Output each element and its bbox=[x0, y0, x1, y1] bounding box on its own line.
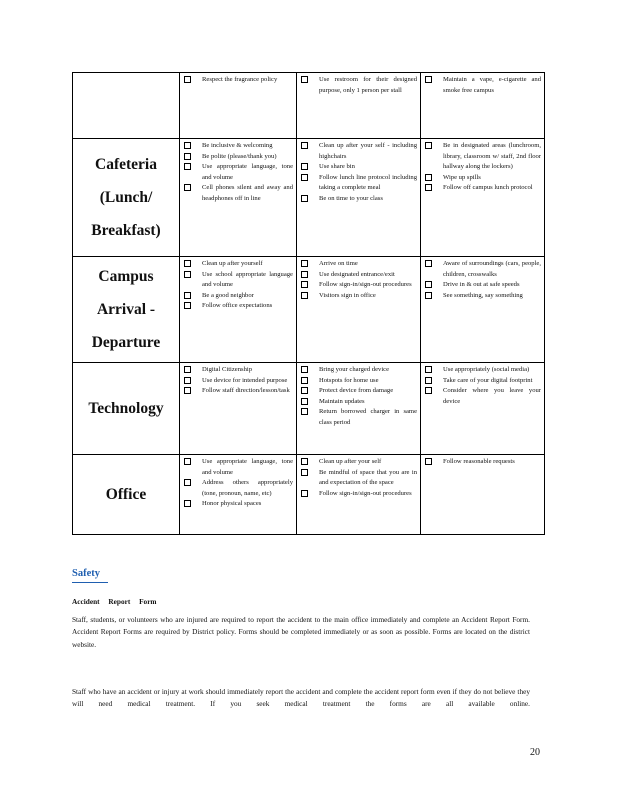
list-item bbox=[184, 259, 293, 270]
list-item bbox=[184, 499, 293, 510]
list-item-text: Wipe up spills bbox=[443, 173, 481, 181]
list-item bbox=[301, 376, 417, 387]
list-item bbox=[184, 183, 293, 204]
list-item-text: Follow sign-in/sign-out procedures bbox=[319, 281, 412, 289]
list-item-text: Take care of your digital footprint bbox=[443, 376, 533, 384]
checkbox-bullet-icon bbox=[184, 142, 191, 149]
checkbox-bullet-icon bbox=[425, 174, 432, 181]
checkbox-bullet-icon bbox=[184, 76, 191, 83]
checkbox-bullet-icon bbox=[301, 458, 308, 465]
list-item-text: Be a good neighbor bbox=[202, 291, 254, 299]
expectation-cell bbox=[297, 363, 421, 455]
list-item bbox=[301, 468, 417, 489]
checkbox-bullet-icon bbox=[184, 458, 191, 465]
checkbox-bullet-icon bbox=[184, 377, 191, 384]
expectation-cell bbox=[180, 257, 297, 363]
checkbox-bullet-icon bbox=[301, 366, 308, 373]
expectation-cell bbox=[421, 455, 545, 535]
list-item bbox=[301, 162, 417, 173]
expectation-list bbox=[425, 365, 541, 407]
checkbox-bullet-icon bbox=[425, 260, 432, 267]
checkbox-bullet-icon bbox=[425, 142, 432, 149]
list-item-text: Follow off campus lunch protocol bbox=[443, 184, 533, 192]
list-item-text: Follow staff direction/lesson/task bbox=[202, 387, 290, 395]
list-item-text: See something, say something bbox=[443, 291, 523, 299]
checkbox-bullet-icon bbox=[301, 195, 308, 202]
list-item bbox=[425, 173, 541, 184]
safety-heading-underline bbox=[72, 582, 108, 583]
list-item-text: Use appropriate language, tone and volume bbox=[202, 458, 293, 476]
checkbox-bullet-icon bbox=[301, 281, 308, 288]
list-item-text: Be mindful of space that you are in and expectation of the space bbox=[319, 468, 417, 487]
checkbox-bullet-icon bbox=[425, 366, 432, 373]
checkbox-bullet-icon bbox=[184, 500, 191, 507]
checkbox-bullet-icon bbox=[301, 490, 308, 497]
expectation-cell bbox=[180, 455, 297, 535]
list-item bbox=[184, 478, 293, 499]
list-item-text: Use share bin bbox=[319, 163, 355, 171]
paragraph-1-text: Staff, students, or volunteers who are injured are required to report the accident to the main office immediately and complete an Accident Report Form. Accident Report Forms are required by District policy. Forms should be completed immediately or as soon as possible. Forms are located on the district website. bbox=[72, 615, 530, 649]
expectation-cell bbox=[297, 455, 421, 535]
table-row bbox=[73, 73, 545, 139]
safety-heading-text: Safety bbox=[72, 568, 100, 579]
list-item-text: Arrive on time bbox=[319, 260, 358, 267]
list-item-text: Bring your charged device bbox=[319, 366, 390, 373]
checkbox-bullet-icon bbox=[425, 387, 432, 394]
checkbox-bullet-icon bbox=[184, 260, 191, 267]
expectations-table bbox=[72, 72, 545, 535]
location-label: Technology bbox=[88, 400, 164, 417]
list-item bbox=[425, 291, 541, 302]
checkbox-bullet-icon bbox=[301, 271, 308, 278]
table-row bbox=[73, 257, 545, 363]
list-item-text: Return borrowed charger in same class period bbox=[319, 408, 417, 426]
list-item-text: Address others appropriately (tone, pronoun, name, etc) bbox=[202, 479, 293, 497]
list-item-text: Cell phones silent and away and headphones off in line bbox=[202, 184, 293, 202]
list-item bbox=[425, 386, 541, 407]
expectation-list bbox=[184, 365, 293, 397]
list-item-text: Respect the fragrance policy bbox=[202, 76, 278, 83]
safety-heading bbox=[72, 568, 100, 579]
list-item bbox=[301, 365, 417, 376]
location-label: Cafeteria (Lunch/ Breakfast) bbox=[91, 156, 161, 239]
list-item bbox=[184, 152, 293, 163]
expectation-list bbox=[301, 75, 417, 96]
list-item bbox=[301, 397, 417, 408]
location-cell bbox=[73, 73, 180, 139]
checkbox-bullet-icon bbox=[301, 377, 308, 384]
list-item bbox=[184, 141, 293, 152]
list-item-text: Be in designated areas (lunchroom, library, classroom w/ staff, 2nd floor hallway along the lockers) bbox=[443, 142, 541, 171]
expectation-list bbox=[425, 259, 541, 301]
checkbox-bullet-icon bbox=[301, 174, 308, 181]
list-item-text: Drive in & out at safe speeds bbox=[443, 281, 520, 289]
list-item-text: Maintain a vape, e-cigarette and smoke free campus bbox=[443, 76, 541, 94]
list-item-text: Clean up after your self - including highchairs bbox=[319, 142, 417, 160]
list-item-text: Use school appropriate language and volume bbox=[202, 270, 293, 289]
expectation-cell bbox=[297, 257, 421, 363]
checkbox-bullet-icon bbox=[301, 408, 308, 415]
page-number: 20 bbox=[530, 747, 540, 758]
checkbox-bullet-icon bbox=[184, 292, 191, 299]
checkbox-bullet-icon bbox=[301, 163, 308, 170]
location-label: Office bbox=[105, 486, 147, 503]
expectation-list bbox=[184, 457, 293, 510]
expectation-cell bbox=[297, 139, 421, 257]
list-item-text: Be on time to your class bbox=[319, 194, 383, 202]
list-item-text: Visitors sign in office bbox=[319, 291, 376, 299]
table-row bbox=[73, 363, 545, 455]
expectation-list bbox=[425, 75, 541, 96]
checkbox-bullet-icon bbox=[301, 76, 308, 83]
checkbox-bullet-icon bbox=[184, 366, 191, 373]
accident-report-form-heading: Accident Report Form bbox=[72, 597, 157, 606]
list-item-text: Use appropriately (social media) bbox=[443, 366, 530, 373]
list-item-text: Follow sign-in/sign-out procedures bbox=[319, 489, 412, 497]
location-label: Campus Arrival - Departure bbox=[91, 268, 161, 351]
checkbox-bullet-icon bbox=[425, 377, 432, 384]
list-item bbox=[301, 386, 417, 397]
checkbox-bullet-icon bbox=[184, 271, 191, 278]
list-item bbox=[301, 407, 417, 428]
expectation-cell bbox=[421, 363, 545, 455]
expectation-cell bbox=[297, 73, 421, 139]
checkbox-bullet-icon bbox=[301, 469, 308, 476]
checkbox-bullet-icon bbox=[301, 292, 308, 299]
checkbox-bullet-icon bbox=[184, 184, 191, 191]
expectation-cell bbox=[421, 73, 545, 139]
expectation-list bbox=[184, 259, 293, 312]
list-item bbox=[184, 291, 293, 302]
list-item bbox=[301, 291, 417, 302]
checkbox-bullet-icon bbox=[301, 142, 308, 149]
checkbox-bullet-icon bbox=[425, 292, 432, 299]
list-item-text: Follow lunch line protocol including taking a complete meal bbox=[319, 173, 417, 192]
list-item bbox=[184, 301, 293, 312]
list-item-text: Use designated entrance/exit bbox=[319, 270, 395, 278]
expectation-list bbox=[301, 457, 417, 499]
list-item bbox=[301, 173, 417, 194]
expectation-cell bbox=[180, 363, 297, 455]
list-item bbox=[425, 457, 541, 468]
paragraph-2-text: Staff who have an accident or injury at work should immediately report the accident and complete the accident report form even if they do not believe they will need medical treatment. If you seek medical treatment the forms are all available online. bbox=[72, 687, 530, 709]
list-item bbox=[184, 75, 293, 86]
checkbox-bullet-icon bbox=[184, 387, 191, 394]
list-item bbox=[425, 259, 541, 280]
list-item bbox=[425, 365, 541, 376]
table-row bbox=[73, 455, 545, 535]
accident-report-paragraph-1 bbox=[72, 614, 530, 651]
list-item bbox=[184, 365, 293, 376]
list-item bbox=[425, 75, 541, 96]
list-item-text: Honor physical spaces bbox=[202, 500, 262, 508]
list-item-text: Aware of surroundings (cars, people, children, crosswalks bbox=[443, 260, 541, 278]
list-item-text: Maintain updates bbox=[319, 397, 365, 405]
list-item-text: Protect device from damage bbox=[319, 387, 394, 395]
expectation-list bbox=[301, 141, 417, 205]
expectation-list bbox=[301, 365, 417, 429]
list-item bbox=[184, 162, 293, 183]
list-item bbox=[301, 270, 417, 281]
checkbox-bullet-icon bbox=[301, 260, 308, 267]
list-item bbox=[184, 270, 293, 291]
list-item bbox=[184, 376, 293, 387]
location-cell bbox=[73, 139, 180, 257]
expectation-cell bbox=[421, 139, 545, 257]
list-item-text: Be polite (please/thank you) bbox=[202, 152, 277, 160]
expectation-list bbox=[301, 259, 417, 301]
expectations-table-body bbox=[73, 73, 545, 535]
checkbox-bullet-icon bbox=[301, 398, 308, 405]
list-item-text: Consider where you leave your device bbox=[443, 387, 541, 405]
list-item-text: Use restroom for their designed purpose, only 1 person per stall bbox=[319, 76, 417, 94]
list-item-text: Clean up after your self bbox=[319, 458, 382, 465]
checkbox-bullet-icon bbox=[184, 153, 191, 160]
expectation-cell bbox=[180, 139, 297, 257]
list-item bbox=[425, 141, 541, 173]
list-item-text: Follow office expectations bbox=[202, 302, 273, 310]
list-item bbox=[425, 376, 541, 387]
list-item bbox=[425, 280, 541, 291]
accident-report-paragraph-2 bbox=[72, 686, 530, 711]
list-item-text: Be inclusive & welcoming bbox=[202, 142, 273, 149]
list-item bbox=[301, 75, 417, 96]
list-item-text: Use device for intended purpose bbox=[202, 376, 288, 384]
table-row bbox=[73, 139, 545, 257]
list-item bbox=[425, 183, 541, 194]
list-item-text: Digital Citizenship bbox=[202, 366, 252, 373]
list-item bbox=[184, 457, 293, 478]
expectation-cell bbox=[421, 257, 545, 363]
list-item bbox=[301, 259, 417, 270]
location-cell bbox=[73, 363, 180, 455]
expectation-list bbox=[425, 457, 541, 468]
checkbox-bullet-icon bbox=[301, 387, 308, 394]
location-cell bbox=[73, 455, 180, 535]
checkbox-bullet-icon bbox=[425, 281, 432, 288]
list-item bbox=[184, 386, 293, 397]
list-item bbox=[301, 141, 417, 162]
expectation-list bbox=[425, 141, 541, 194]
expectation-list bbox=[184, 75, 293, 86]
checkbox-bullet-icon bbox=[184, 302, 191, 309]
checkbox-bullet-icon bbox=[425, 458, 432, 465]
list-item-text: Follow reasonable requests bbox=[443, 458, 515, 465]
list-item-text: Clean up after yourself bbox=[202, 260, 263, 267]
list-item-text: Use appropriate language, tone and volume bbox=[202, 163, 293, 181]
list-item bbox=[301, 457, 417, 468]
checkbox-bullet-icon bbox=[184, 163, 191, 170]
checkbox-bullet-icon bbox=[425, 184, 432, 191]
location-cell bbox=[73, 257, 180, 363]
list-item bbox=[301, 194, 417, 205]
list-item-text: Hotspots for home use bbox=[319, 376, 379, 384]
list-item bbox=[301, 280, 417, 291]
checkbox-bullet-icon bbox=[184, 479, 191, 486]
checkbox-bullet-icon bbox=[425, 76, 432, 83]
expectation-cell bbox=[180, 73, 297, 139]
expectation-list bbox=[184, 141, 293, 205]
list-item bbox=[301, 489, 417, 500]
